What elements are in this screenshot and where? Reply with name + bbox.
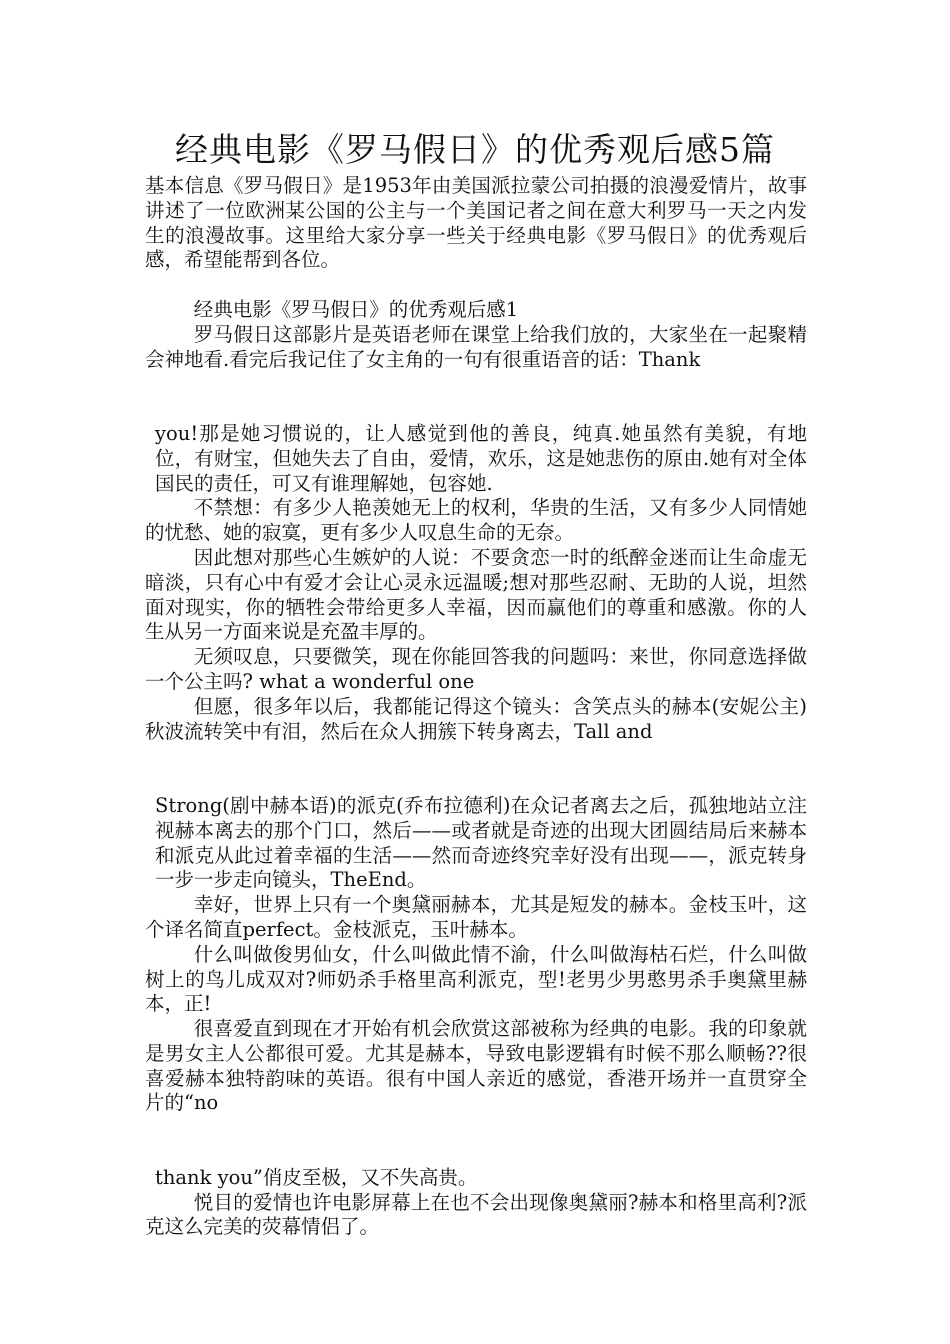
body-paragraph: 幸好，世界上只有一个奥黛丽赫本，尤其是短发的赫本。金枝玉叶，这个译名简直perfect。金枝派克，玉叶赫本。 [145, 893, 807, 941]
body-paragraph: 但愿，很多年以后，我都能记得这个镜头：含笑点头的赫本(安妮公主)秋波流转笑中有泪，然后在众人拥簇下转身离去，Tall and [145, 694, 807, 743]
body-paragraph: 不禁想：有多少人艳羡她无上的权利，华贵的生活，又有多少人同情她的忧愁、她的寂寞，更有多少人叹息生命的无奈。 [145, 496, 807, 545]
body-paragraph: 很喜爱直到现在才开始有机会欣赏这部被称为经典的电影。我的印象就是男女主人公都很可爱。尤其是赫本，导致电影逻辑有时候不那么顺畅??很喜爱赫本独特韵味的英语。很有中国人亲近的感觉，香港开场并一直贯穿全片的“no [145, 1017, 807, 1115]
paragraph-gap [145, 273, 807, 298]
body-paragraph: 罗马假日这部影片是英语老师在课堂上给我们放的，大家坐在一起聚精会神地看.看完后我记住了女主角的一句有很重语音的话：Thank [145, 322, 807, 371]
document-body [145, 174, 807, 1240]
body-paragraph: 什么叫做俊男仙女，什么叫做此情不渝，什么叫做海枯石烂，什么叫做树上的鸟儿成双对?师奶杀手格里高利派克，型!老男少男憨男杀手奥黛里赫本，正! [145, 942, 807, 1016]
body-paragraph: 无须叹息，只要微笑，现在你能回答我的问题吗：来世，你同意选择做一个公主吗? what a wonderful one [145, 645, 807, 693]
intro-paragraph: 基本信息《罗马假日》是1953年由美国派拉蒙公司拍摄的浪漫爱情片，故事讲述了一位欧洲某公国的公主与一个美国记者之间在意大利罗马一天之内发生的浪漫故事。这里给大家分享一些关于经典电影《罗马假日》的优秀观后感，希望能帮到各位。 [145, 174, 807, 272]
body-paragraph: 因此想对那些心生嫉妒的人说：不要贪恋一时的纸醉金迷而让生命虚无暗淡，只有心中有爱才会让心灵永远温暖;想对那些忍耐、无助的人说，坦然面对现实，你的牺牲会带给更多人幸福，因而赢他们的尊重和感激。你的人生从另一方面来说是充盈丰厚的。 [145, 545, 807, 644]
document-title: 经典电影《罗马假日》的优秀观后感5篇 [175, 130, 775, 169]
body-paragraph: 悦目的爱情也许电影屏幕上在也不会出现像奥黛丽?赫本和格里高利?派克这么完美的荧幕情侣了。 [145, 1190, 807, 1239]
paragraph-gap [145, 372, 807, 422]
body-paragraph: Strong(剧中赫本语)的派克(乔布拉德利)在众记者离去之后，孤独地站立注视赫本离去的那个门口，然后——或者就是奇迹的出现大团圆结局后来赫本和派克从此过着幸福的生活——然而奇迹终究幸好没有出现——，派克转身一步一步走向镜头，TheEnd。 [155, 793, 807, 892]
body-paragraph: you!那是她习惯说的，让人感觉到他的善良，纯真.她虽然有美貌，有地位，有财宝，但她失去了自由，爱情，欢乐，这是她悲伤的原由.她有对全体国民的责任，可又有谁理解她，包容她. [155, 421, 807, 495]
body-paragraph: thank you”俏皮至极，又不失高贵。 [155, 1165, 478, 1189]
section-heading: 经典电影《罗马假日》的优秀观后感1 [193, 297, 519, 321]
paragraph-gap [145, 1116, 807, 1166]
paragraph-gap [145, 744, 807, 794]
